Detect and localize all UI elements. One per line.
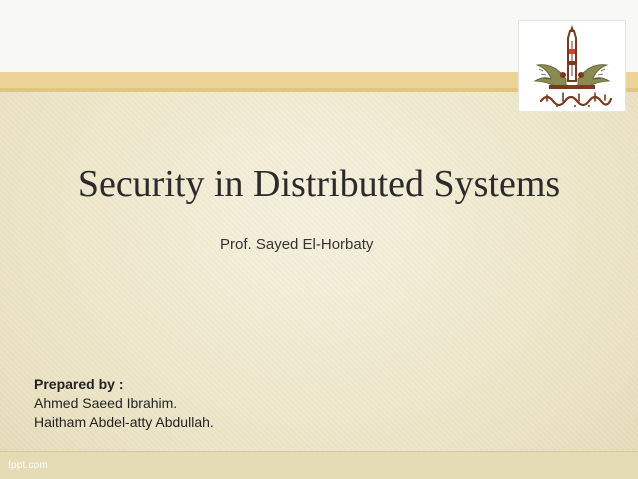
slide-title: Security in Distributed Systems: [77, 163, 561, 205]
author-name: Ahmed Saeed Ibrahim.: [34, 395, 178, 411]
prepared-by-block: [34, 375, 214, 432]
prepared-by-label: Prepared by :: [34, 376, 124, 392]
footer-band: [0, 452, 638, 479]
author-name: Haitham Abdel-atty Abdullah.: [34, 414, 214, 430]
footer-brand: fppt.com: [8, 460, 48, 471]
university-logo-icon: [519, 21, 625, 111]
university-logo: [518, 20, 626, 112]
slide-subtitle: Prof. Sayed El-Horbaty: [220, 236, 374, 253]
